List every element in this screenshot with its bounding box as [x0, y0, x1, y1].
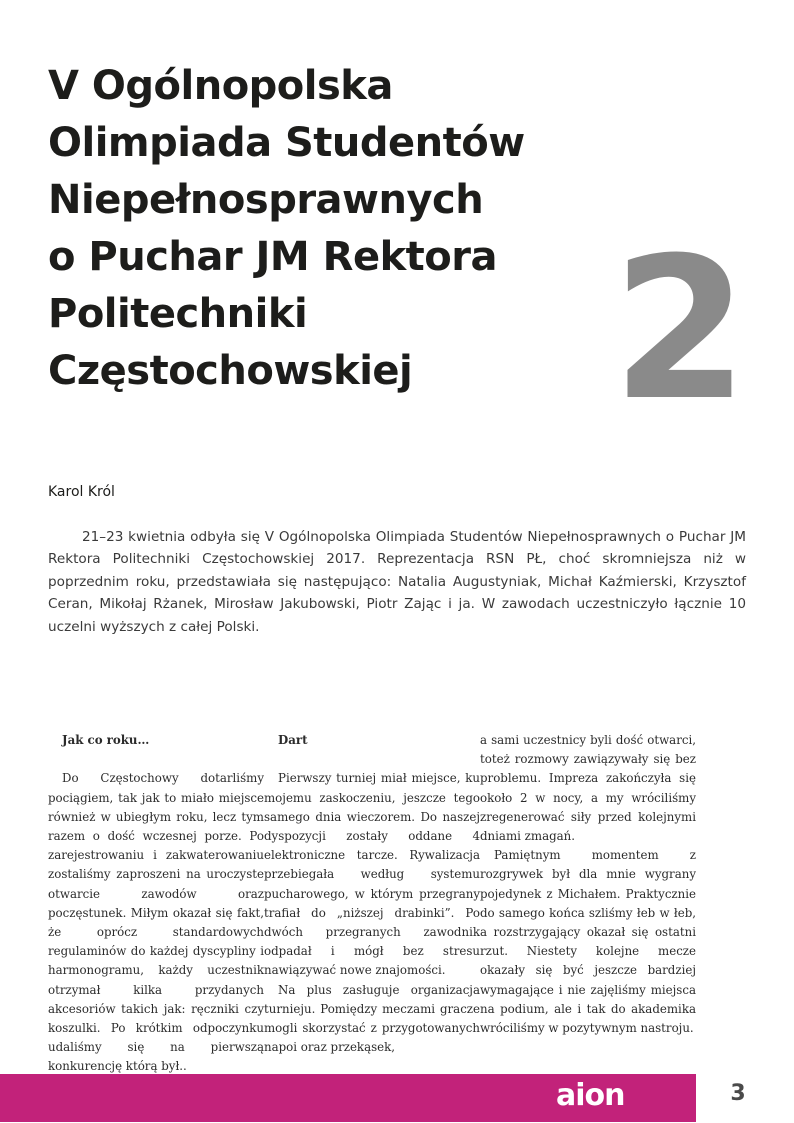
section-heading: Jak co roku…	[62, 733, 150, 747]
column-3	[480, 731, 696, 1051]
title-line: Politechniki	[48, 291, 308, 337]
title-line: Częstochowskiej	[48, 348, 413, 394]
body-columns	[48, 731, 696, 1074]
article-title	[48, 58, 668, 400]
issue-number: 2	[612, 216, 749, 444]
page-number: 3	[730, 1081, 746, 1106]
author-name: Karol Król	[48, 484, 115, 500]
column-2	[264, 731, 480, 1055]
aion-logo: aion	[556, 1078, 625, 1113]
title-line: o Puchar JM Rektora	[48, 234, 497, 280]
title-line: Niepełnosprawnych	[48, 177, 484, 223]
body-paragraph: Pierwszy turniej miał miejsce, ku mojemu zaskoczeniu, jeszcze tego samego dnia wieczorem. Do naszej dyspozycji zostały oddane 4 elektroniczne tarcze. Rywalizacja przebiegała według systemu pucharowego, w którym przegrany trafiał do „niższej drabinki”. Po dwóch przegranych zawodnik odpadał i mógł bez stresu nawiązywać nowe znajomości.	[264, 771, 480, 978]
body-paragraph: Do Częstochowy dotarliśmy pociągiem, tak jak to miało miejsce również w ubiegłym roku, lecz tym razem o dość wczesnej porze. Po zarejestrowaniu i zakwaterowaniu zostaliśmy zaproszeni na uroczyste otwarcie zawodów oraz poczęstunek. Miłym okazał się fakt, że oprócz standardowych regulaminów do każdej dyscypliny i harmonogramu, każdy uczestnik otrzymał kilka przydanych akcesoriów takich jak: ręczniki czy koszulki. Po krótkim odpoczynku udaliśmy się na pierwszą konkurencję którą był..	[48, 771, 264, 1074]
title-line: Olimpiada Studentów	[48, 120, 525, 166]
column-1	[48, 731, 264, 1074]
title-line: V Ogólnopolska	[48, 63, 393, 109]
body-paragraph: Pamiętnym momentem z rozgrywek był dla mnie wygrany pojedynek z Michałem. Praktycznie do samego końca szliśmy łeb w łeb, a rozstrzygający okazał się ostatni rzut. Niestety kolejne mecze okazały się być jeszcze bardziej wymagające i nie zajęliśmy miejsca na podium, ale i tak do akademika wróciliśmy w pozytywnym nastroju.	[480, 848, 696, 1036]
section-heading: Dart	[278, 733, 308, 747]
lead-paragraph: 21–23 kwietnia odbyła się V Ogólnopolska Olimpiada Studentów Niepełnosprawnych o Puchar JM Rektora Politechniki Częstochowskiej 2017. Reprezentacja RSN PŁ, choć skromniejsza niż w poprzednim roku, przedstawiała się następująco: Natalia Augustyniak, Michał Kaźmierski, Krzysztof Ceran, Mikołaj Rżanek, Mirosław Jakubowski, Piotr Zając i ja. W zawodach uczestniczyło łącznie 10 uczelni wyższych z całej Polski.	[48, 529, 746, 635]
body-paragraph: a sami uczestnicy byli dość otwarci, toteż rozmowy zawiązywały się bez problemu. Impreza zakończyła się około 2 w nocy, a my wróciliśmy zregenerować siły przed kolejnymi dniami zmagań.	[480, 733, 696, 844]
body-paragraph: Na plus zasługuje organizacja turnieju. Pomiędzy meczami gracze mogli skorzystać z przygotowanych napoi oraz przekąsek,	[264, 982, 480, 1055]
